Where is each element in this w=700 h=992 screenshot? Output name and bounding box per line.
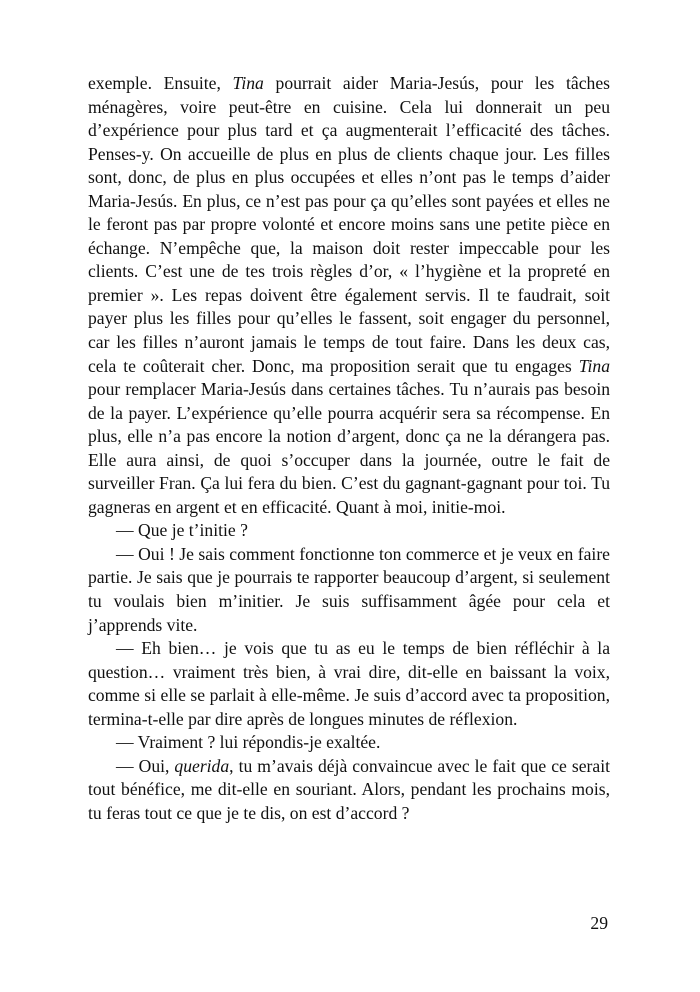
paragraph-p6: [88, 755, 610, 826]
italic-text: Tina: [578, 355, 610, 376]
paragraph-p4: [88, 637, 610, 731]
paragraph-p1: [88, 72, 610, 519]
text-segment: — Vraiment ? lui répondis-je exaltée.: [116, 732, 381, 753]
paragraph-p3: [88, 543, 610, 637]
text-segment: — Oui ! Je sais comment fonctionne ton commerce et je veux en faire partie. Je sais que je pourrais te rapporter beaucoup d’argent, si seulement tu voulais bien m’initier. Je suis suffisamment âgée pour cela et j’apprends vite.: [88, 543, 610, 635]
page-number: 29: [590, 913, 608, 933]
text-segment: exemple. Ensuite,: [88, 73, 233, 93]
text-segment: — Oui,: [116, 755, 175, 776]
text-segment: pourrait aider Maria-Jesús, pour les tâches ménagères, voire peut-être en cuisine. Cela lui donnerait un peu d’expérience pour plus tard et ça augmenterait l’efficacité des tâches. Penses-y. On accueille de plus en plus de clients chaque jour. Les filles sont, donc, de plus en plus occupées et elles n’ont pas le temps d’aider Maria-Jesús. En plus, ce n’est pas pour ça qu’elles sont payées et elles ne le feront pas par propre volonté et encore moins sans une petite pièce en échange. N’empêche que, la maison doit rester impeccable pour les clients. C’est une de tes trois règles d’or, « l’hygiène et la propreté en premier ». Les repas doivent être également servis. Il te faudrait, soit payer plus les filles pour qu’elles le fassent, soit engager du personnel, car les filles n’auront jamais le temps de tout faire. Dans les deux cas, cela te coûterait cher. Donc, ma proposition serait que tu engages: [88, 73, 610, 376]
paragraph-p5: [88, 731, 610, 755]
text-segment: — Que je t’initie ?: [116, 520, 248, 541]
italic-text: Tina: [232, 73, 264, 93]
italic-text: querida: [174, 755, 230, 776]
paragraph-p2: [88, 519, 610, 543]
text-segment: pour remplacer Maria-Jesús dans certaines tâches. Tu n’aurais pas besoin de la payer. L’expérience qu’elle pourra acquérir sera sa récompense. En plus, elle n’a pas encore la notion d’argent, donc ça ne la dérangera pas. Elle aura ainsi, de quoi s’occuper dans la journée, outre le fait de surveiller Fran. Ça lui fera du bien. C’est du gagnant-gagnant pour toi. Tu gagneras en argent et en efficacité. Quant à moi, initie-moi.: [88, 379, 610, 517]
page-body: [88, 72, 610, 826]
text-segment: — Eh bien… je vois que tu as eu le temps de bien réfléchir à la question… vraiment très bien, à vrai dire, dit-elle en baissant la voix, comme si elle se parlait à elle-même. Je suis d’accord avec ta proposition, termina-t-elle par dire après de longues minutes de réflexion.: [88, 638, 610, 729]
text-segment: , tu m’avais déjà convaincue avec le fait que ce serait tout bénéfice, me dit-elle en souriant. Alors, pendant les prochains mois, tu feras tout ce que je te dis, on est d’accord ?: [88, 755, 610, 823]
